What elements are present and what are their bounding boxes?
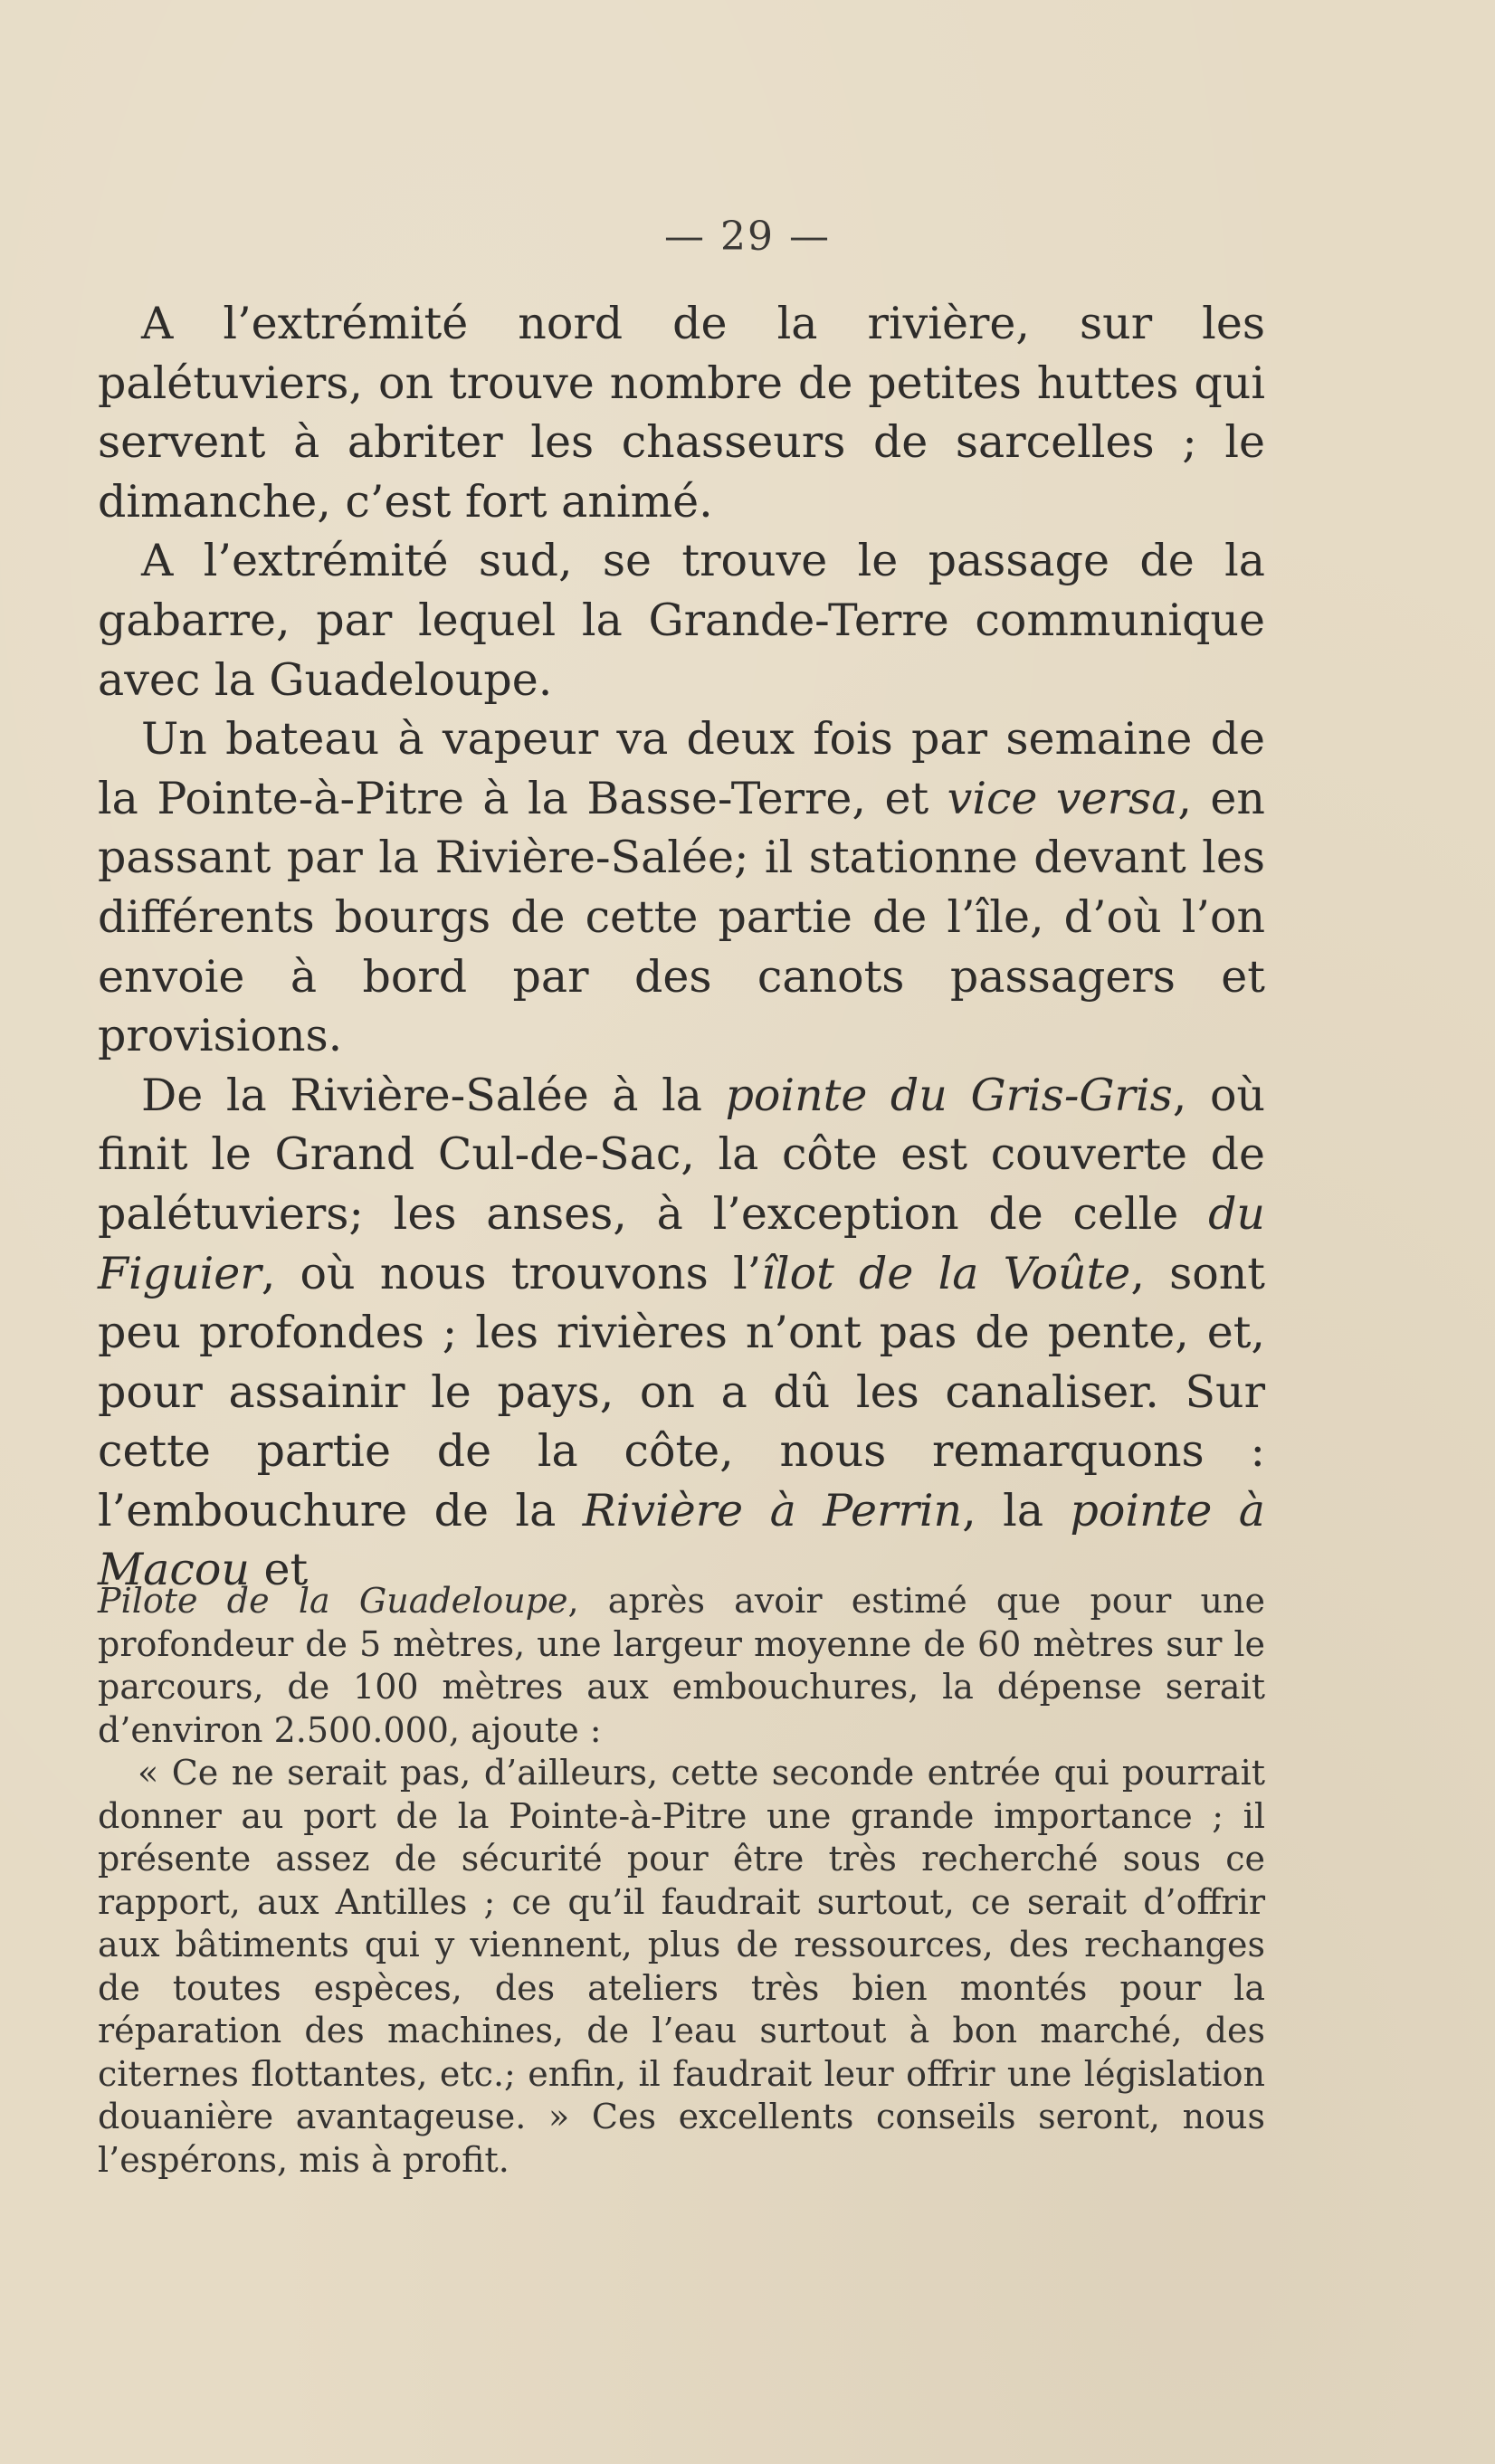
- paragraph-4-text-b: , où finit le Grand Cul-de-Sac, la côte est couverte de palétuviers; les anses, à l’exception de celle: [98, 1069, 1266, 1240]
- paragraph-4-italic-4: Rivière à Perrin: [582, 1484, 963, 1536]
- paragraph-3-italic: vice versa: [947, 772, 1178, 824]
- page-number: — 29 —: [664, 214, 831, 260]
- paragraph-4-text-f: et: [249, 1544, 309, 1596]
- paragraph-3-text-b: , en passant par la Rivière-Salée; il stationne devant les différents bourgs de cette partie de l’île, d’où l’on envoie à bord par des canots passagers et provisions.: [98, 772, 1265, 1062]
- paragraph-4-text-c: , où nous trouvons l’: [261, 1247, 762, 1299]
- paragraph-4-italic-2: du Figuier: [98, 1187, 1265, 1299]
- paragraph-3-text-a: Un bateau à vapeur va deux fois par semaine de la Pointe-à-Pitre à la Basse-Terre, et: [98, 713, 1265, 824]
- paragraph-4-text-d: , sont peu profondes ; les rivières n’ont pas de pente, et, pour assainir le pays, on a dû les canaliser. Sur cette partie de la côte, nous remarquons : l’embouchure de la: [98, 1247, 1265, 1536]
- paragraph-4: [98, 1066, 1265, 1600]
- main-text: [98, 294, 1265, 1600]
- paragraph-4-italic-1: pointe du Gris-Gris: [725, 1069, 1173, 1121]
- paragraph-4-text-e: , la: [962, 1484, 1071, 1536]
- footnote-italic-title: Pilote de la Guadeloupe: [98, 1581, 568, 1621]
- footnote-paragraph-1-text: , après avoir estimé que pour une profondeur de 5 mètres, une largeur moyenne de 60 mètres sur le parcours, de 100 mètres aux embouchures, la dépense serait d’environ 2.500.000, ajoute :: [98, 1581, 1265, 1750]
- paragraph-4-text-a: De la Rivière-Salée à la: [141, 1069, 726, 1121]
- paragraph-3: [98, 709, 1265, 1066]
- footnote-paragraph-1: [98, 1580, 1265, 1752]
- paragraph-4-italic-3: îlot de la Voûte: [761, 1247, 1131, 1299]
- paragraph-2: A l’extrémité sud, se trouve le passage de la gabarre, par lequel la Grande-Terre communique avec la Guadeloupe.: [98, 535, 1265, 706]
- paragraph-1: A l’extrémité nord de la rivière, sur les palétuviers, on trouve nombre de petites huttes qui servent à abriter les chasseurs de sarcelles ; le dimanche, c’est fort animé.: [98, 298, 1265, 528]
- paragraph-4-italic-5: pointe à Macou: [98, 1484, 1266, 1596]
- footnote-paragraph-2: « Ce ne serait pas, d’ailleurs, cette seconde entrée qui pourrait donner au port de la Pointe-à-Pitre une grande importance ; il présente assez de sécurité pour être très recherché sous ce rapport, aux Antilles ; ce qu’il faudrait surtout, ce serait d’offrir aux bâtiments qui y viennent, plus de ressources, des rechanges de toutes espèces, des ateliers très bien montés pour la réparation des machines, de l’eau surtout à bon marché, des citernes flottantes, etc.; enfin, il faudrait leur offrir une législation douanière avantageuse. » Ces excellents conseils seront, nous l’espérons, mis à profit.: [98, 1753, 1265, 2180]
- footnote: [98, 1580, 1265, 2182]
